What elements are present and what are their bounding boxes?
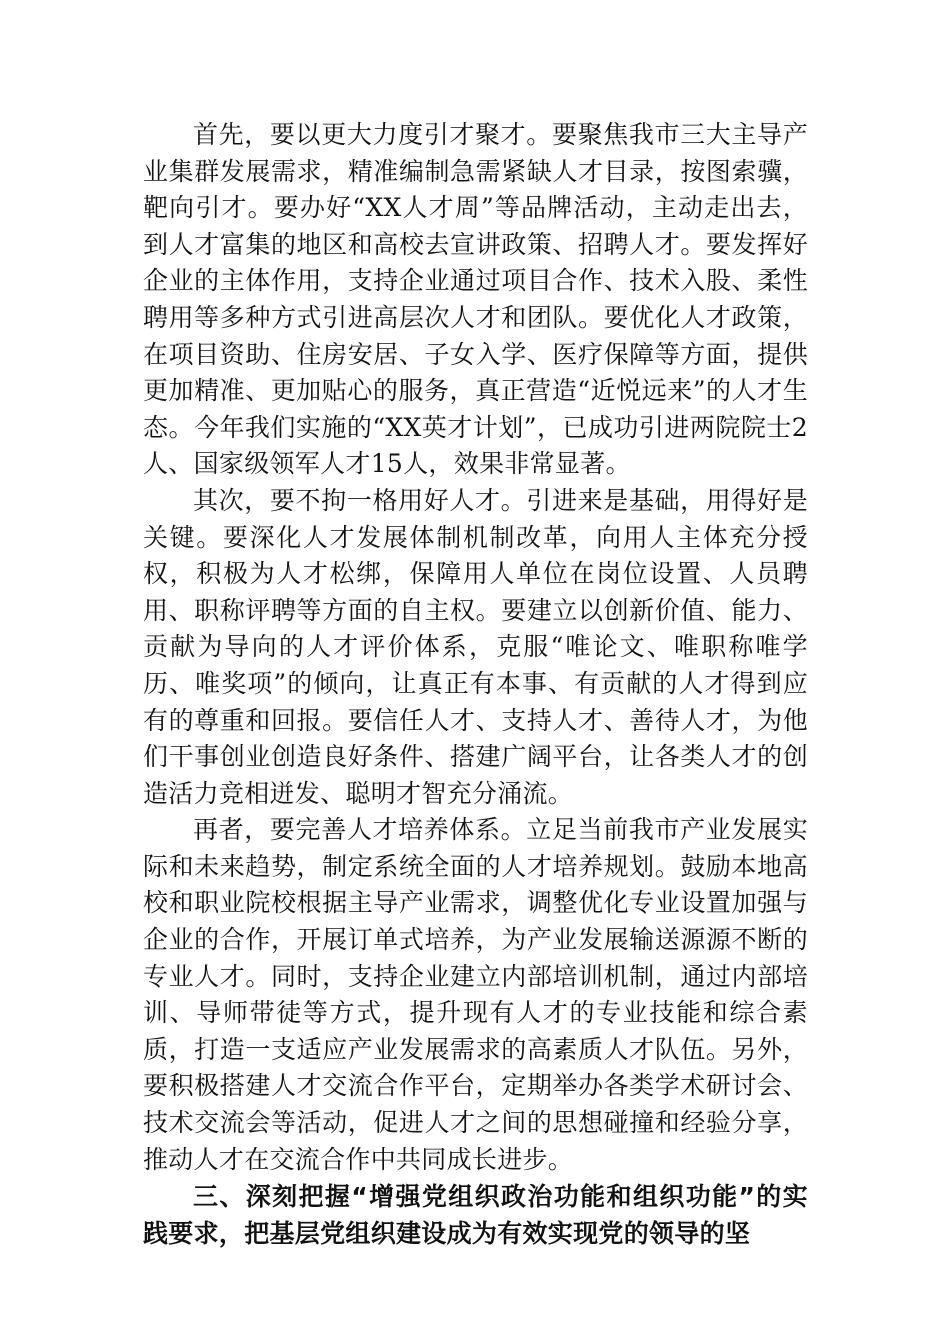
paragraph-attract-talent: 首先，要以更大力度引才聚才。要聚焦我市三大主导产业集群发展需求，精准编制急需紧缺人才目录，按图索骥，靶向引才。要办好“XX人才周”等品牌活动，主动走出去，到人才富集的地区和高校去宣讲政策、招聘人才。要发挥好企业的主体作用，支持企业通过项目合作、技术入股、柔性聘用等多种方式引进高层次人才和团队。要优化人才政策，在项目资助、住房安居、子女入学、医疗保障等方面，提供更加精准、更加贴心的服务，真正营造“近悦远来”的人才生态。今年我们实施的“XX英才计划”，已成功引进两院院士2人、国家级领军人才15人，效果非常显著。 (143, 120, 808, 479)
document-body (143, 117, 808, 1252)
paragraph-use-talent: 其次，要不拘一格用好人才。引进来是基础，用得好是关键。要深化人才发展体制机制改革，向用人主体充分授权，积极为人才松绑，保障用人单位在岗位设置、人员聘用、职称评聘等方面的自主权。要建立以创新价值、能力、贡献为导向的人才评价体系，克服“唯论文、唯职称唯学历、唯奖项”的倾向，让真正有本事、有贡献的人才得到应有的尊重和回报。要信任人才、支持人才、善待人才，为他们干事创业创造良好条件、搭建广阔平台，让各类人才的创造活力竞相迸发、聪明才智充分涌流。 (143, 485, 808, 808)
paragraph-train-talent: 再者，要完善人才培养体系。立足当前我市产业发展实际和未来趋势，制定系统全面的人才培养规划。鼓励本地高校和职业院校根据主导产业需求，调整优化专业设置加强与企业的合作，开展订单式培养，为产业发展输送源源不断的专业人才。同时，支持企业建立内部培训机制，通过内部培训、导师带徒等方式，提升现有人才的专业技能和综合素质，打造一支适应产业发展需求的高素质人才队伍。另外，要积极搭建人才交流合作平台，定期举办各类学术研讨会、技术交流会等活动，促进人才之间的思想碰撞和经验分享，推动人才在交流合作中共同成长进步。 (143, 815, 808, 1174)
section-heading-three: 三、深刻把握“增强党组织政治功能和组织功能”的实践要求，把基层党组织建设成为有效实现党的领导的坚 (143, 1182, 808, 1249)
